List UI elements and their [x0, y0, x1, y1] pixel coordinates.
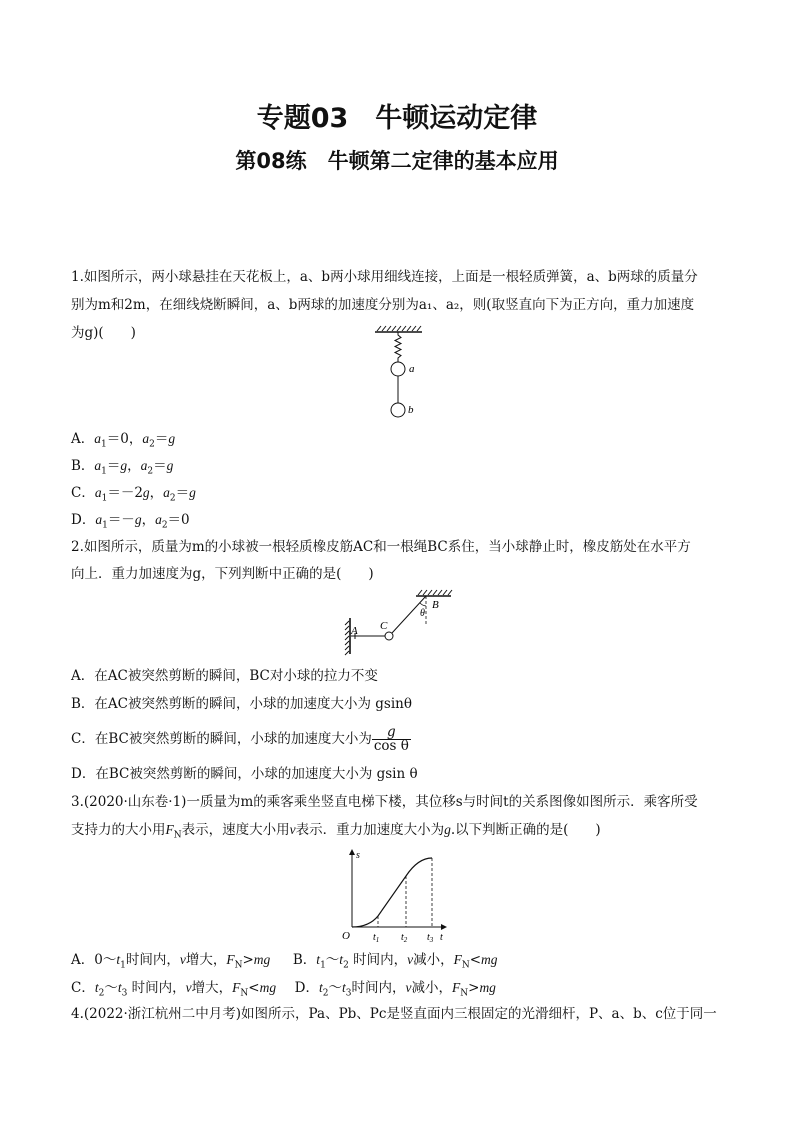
ball-b	[391, 403, 405, 417]
q2-option-d: D．在BC被突然剪断的瞬间，小球的加速度大小为 gsin θ	[71, 766, 418, 782]
angle-arc	[420, 603, 426, 606]
tick-t1: $t_1$	[373, 932, 380, 944]
label-C: C	[380, 620, 388, 632]
tick-t3: $t_3$	[427, 932, 434, 944]
q1-spring-figure	[360, 318, 440, 426]
label-A: A	[351, 625, 358, 637]
label-B: B	[432, 599, 439, 611]
q2-stem-line-2: 向上．重力加速度为g，下列判断中正确的是( )	[71, 566, 374, 582]
q3-stem-line-1: 3.(2020·山东卷·1)一质量为m的乘客乘坐竖直电梯下楼，其位移s与时间t的关系图像如图所示．乘客所受	[71, 794, 698, 810]
q3-option-c: C．$t_2\sim t_3$ 时间内，v增大，$F_N<mg$	[71, 980, 277, 999]
spring	[395, 332, 401, 362]
label-a: a	[409, 363, 415, 375]
ceiling	[375, 326, 422, 332]
q3-options-row-2	[71, 978, 731, 998]
top-ceiling	[416, 590, 452, 596]
q3-option-d: D．$t_2\sim t_3$时间内，v减小，$F_N>mg$	[294, 980, 496, 999]
y-axis-label: s	[356, 850, 360, 861]
q3-s-t-graph	[336, 846, 456, 944]
q2-option-c-text: C．在BC被突然剪断的瞬间，小球的加速度大小为	[71, 731, 372, 747]
q2-rubber-band-figure	[340, 588, 460, 660]
fraction-denominator: cos θ	[373, 738, 409, 754]
q4-stem-line-1: 4.(2022·浙江杭州二中月考)如图所示，Pa、Pb、Pc是竖直面内三根固定的光滑细杆，P、a、b、c位于同一	[71, 1006, 717, 1022]
q2-stem-line-1: 2.如图所示，质量为m的小球被一根轻质橡皮筋AC和一根绳BC系住，当小球静止时，橡皮筋处在水平方	[71, 539, 691, 555]
q1-option-a: A．$a_1=0$，$a_2=g$	[71, 431, 176, 450]
q3-option-a: A．$0\sim t_1$时间内，v增大，$F_N>mg$	[71, 952, 271, 971]
label-theta: θ	[420, 608, 425, 619]
q3-options-row-1	[71, 950, 731, 970]
q1-option-b: B．$a_1=g$，$a_2=g$	[71, 458, 174, 477]
fraction-numerator: g	[372, 726, 411, 740]
label-b: b	[408, 404, 414, 416]
q3-stem-line-2: 支持力的大小用$F_N$表示，速度大小用v表示．重力加速度大小为g.以下判断正确的是( )	[71, 822, 601, 841]
page-subtitle: 第08练 牛顿第二定律的基本应用	[235, 149, 559, 173]
small-ball	[385, 632, 393, 640]
tick-t2: $t_2$	[401, 932, 408, 944]
page-title: 专题03 牛顿运动定律	[256, 103, 538, 134]
ball-a	[391, 362, 405, 376]
q1-option-c: C．$a_1=-2g$，$a_2=g$	[71, 485, 196, 504]
x-axis-label: t	[440, 932, 443, 943]
fraction	[372, 726, 411, 753]
q2-option-c	[71, 726, 731, 753]
q1-option-d: D．$a_1=-g$，$a_2=0$	[71, 512, 190, 531]
q1-stem-line-3: 为g)( )	[71, 325, 136, 341]
origin-label: O	[342, 930, 350, 942]
q2-option-b: B．在AC被突然剪断的瞬间，小球的加速度大小为 gsinθ	[71, 696, 412, 712]
q1-stem-line-2: 别为m和2m，在细线烧断瞬间，a、b两球的加速度分别为a₁、a₂，则(取竖直向下为正方向，重力加速度	[71, 297, 695, 313]
q1-stem-line-1: 1.如图所示，两小球悬挂在天花板上，a、b两小球用细线连接，上面是一根轻质弹簧，a、b两球的质量分	[71, 269, 698, 285]
q3-option-b: B．$t_1\sim t_2$ 时间内，v减小，$F_N<mg$	[292, 952, 498, 971]
q2-option-a: A．在AC被突然剪断的瞬间，BC对小球的拉力不变	[71, 668, 378, 684]
s-t-curve	[352, 858, 432, 927]
